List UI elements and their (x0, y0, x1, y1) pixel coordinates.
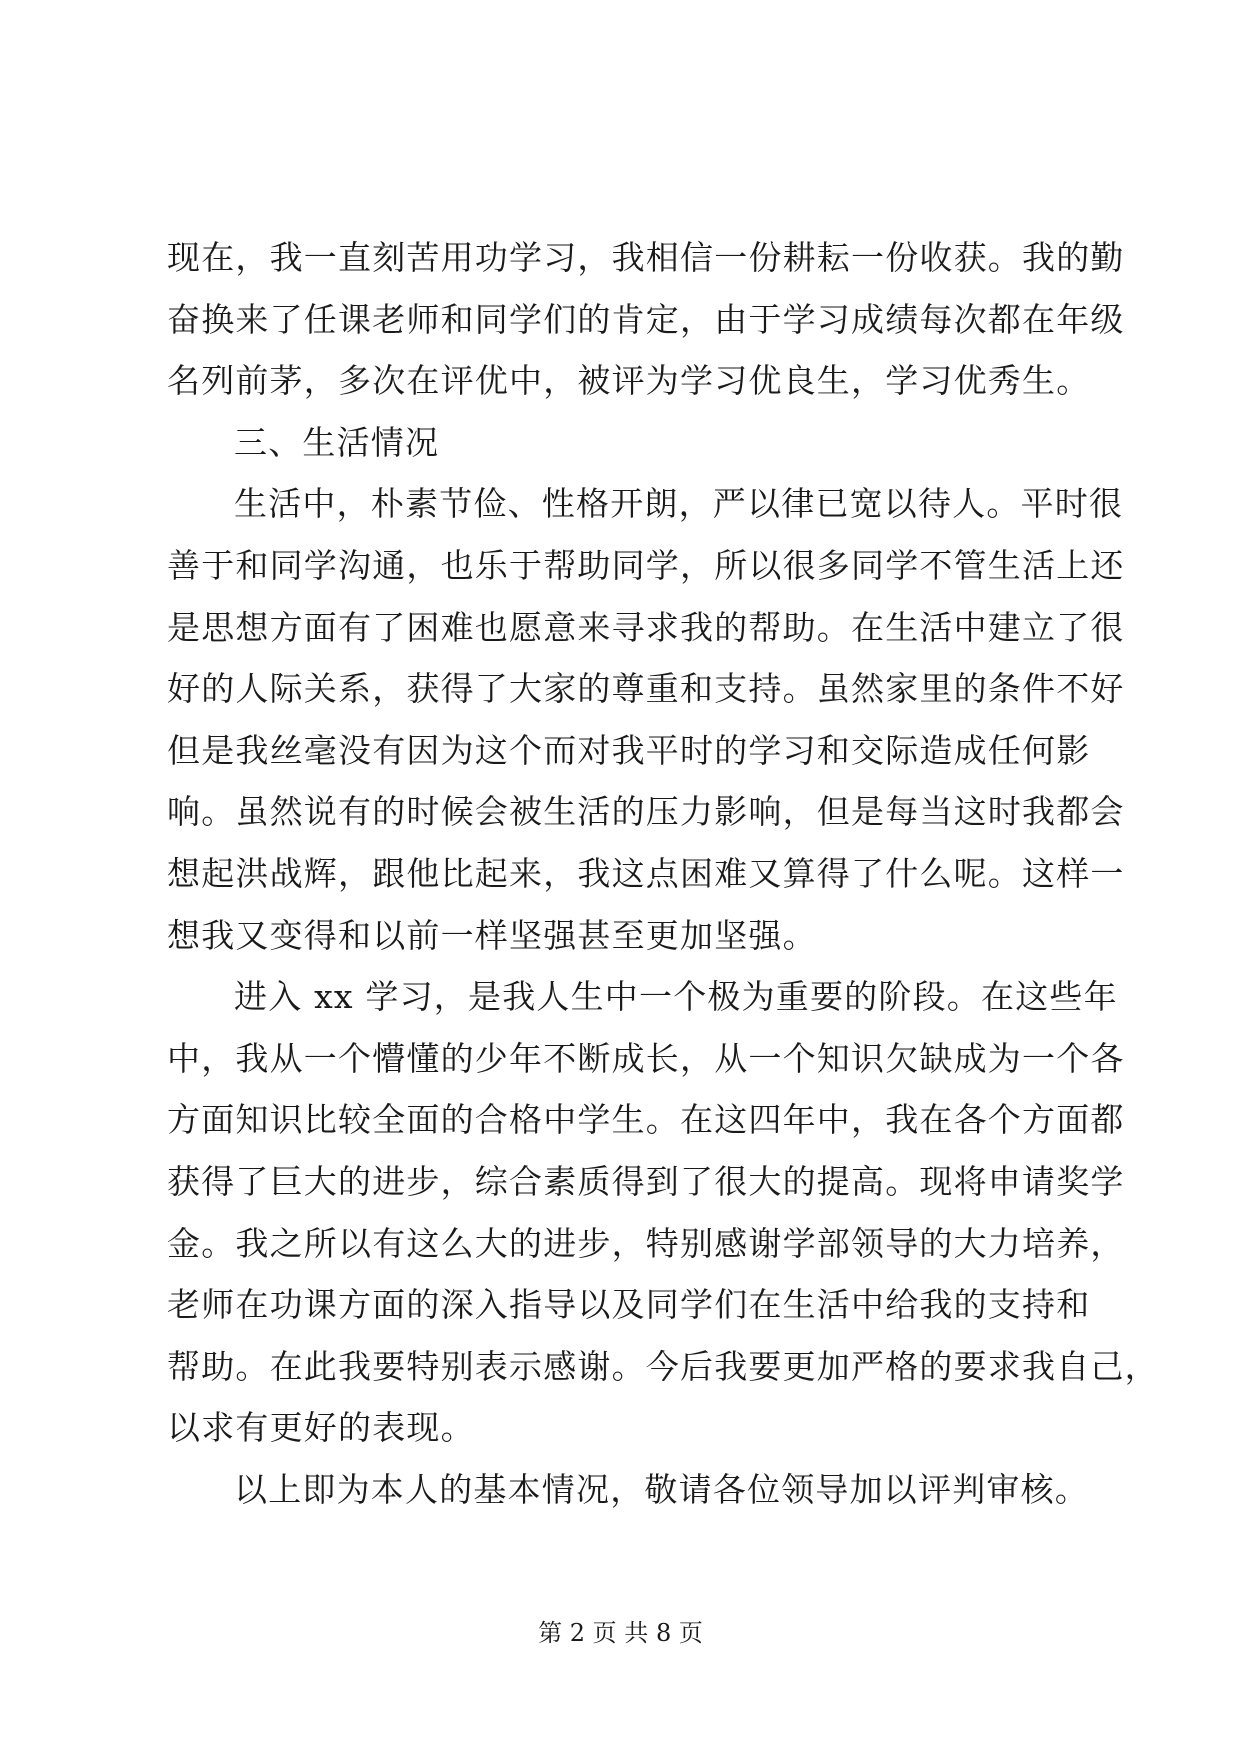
text-line: 想我又变得和以前一样坚强甚至更加坚强。 (167, 915, 817, 955)
text-line: 中，我从一个懵懂的少年不断成长，从一个知识欠缺成为一个各 (167, 1038, 1125, 1078)
text-line: 老师在功课方面的深入指导以及同学们在生活中给我的支持和 (167, 1285, 1091, 1325)
text-line: 想起洪战辉，跟他比起来，我这点困难又算得了什么呢。这样一 (167, 853, 1125, 893)
text-line: 好的人际关系，获得了大家的尊重和支持。虽然家里的条件不好 (167, 669, 1125, 709)
text-line: 响。虽然说有的时候会被生活的压力影响，但是每当这时我都会 (167, 792, 1125, 832)
text-line: 现在，我一直刻苦用功学习，我相信一份耕耘一份收获。我的勤 (167, 238, 1125, 277)
text-line: 名列前茅，多次在评优中，被评为学习优良生，学习优秀生。 (167, 361, 1091, 401)
paragraph-life (167, 473, 1125, 966)
text-line: 获得了巨大的进步，综合素质得到了很大的提高。现将申请奖学 (167, 1161, 1125, 1201)
section-heading: 三、生活情况 (234, 422, 440, 462)
text-line: 但是我丝毫没有因为这个而对我平时的学习和交际造成任何影 (167, 730, 1091, 770)
text-line: 以上即为本人的基本情况，敬请各位领导加以评判审核。 (234, 1469, 1089, 1509)
text-line: 方面知识比较全面的合格中学生。在这四年中，我在各个方面都 (167, 1100, 1125, 1140)
text-line: 是思想方面有了困难也愿意来寻求我的帮助。在生活中建立了很 (167, 607, 1125, 647)
text-line: 金。我之所以有这么大的进步，特别感谢学部领导的大力培养， (167, 1223, 1125, 1263)
section-heading-life (167, 412, 1087, 474)
page-footer: 第 2 页 共 8 页 (538, 1619, 703, 1647)
paragraph-closing (167, 1459, 1087, 1521)
text-line: 善于和同学沟通，也乐于帮助同学，所以很多同学不管生活上还 (167, 545, 1125, 585)
text-line: 生活中，朴素节俭、性格开朗，严以律已宽以待人。平时很 (234, 484, 1124, 524)
text-line: 以求有更好的表现。 (167, 1408, 475, 1448)
paragraph-study-results (167, 227, 1125, 412)
paragraph-progress (167, 966, 1159, 1459)
text-line: 帮助。在此我要特别表示感谢。今后我要更加严格的要求我自己， (167, 1346, 1159, 1386)
document-body (167, 227, 1159, 1520)
text-line: 进入 xx 学习，是我人生中一个极为重要的阶段。在这些年 (234, 977, 1118, 1017)
text-line: 奋换来了任课老师和同学们的肯定，由于学习成绩每次都在年级 (167, 299, 1125, 339)
